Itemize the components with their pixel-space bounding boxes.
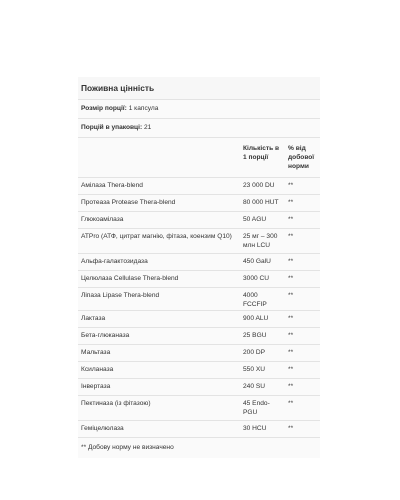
ingredient-amount: 23 000 DU: [240, 178, 285, 195]
table-row: [78, 396, 320, 421]
ingredient-amount: 550 XU: [240, 362, 285, 379]
ingredient-daily-value: **: [285, 379, 320, 396]
table-row: [78, 212, 320, 229]
ingredient-daily-value: **: [285, 345, 320, 362]
ingredient-amount: 3000 CU: [240, 271, 285, 288]
table-row: [78, 328, 320, 345]
ingredient-daily-value: **: [285, 288, 320, 311]
ingredient-amount: 30 HCU: [240, 421, 285, 438]
ingredient-daily-value: **: [285, 229, 320, 254]
ingredient-amount: 900 ALU: [240, 311, 285, 328]
ingredient-daily-value: **: [285, 271, 320, 288]
ingredient-name: Мальтаза: [78, 345, 240, 362]
ingredient-amount: 25 BGU: [240, 328, 285, 345]
ingredient-name: Целюлаза Cellulase Thera-blend: [78, 271, 240, 288]
ingredient-amount: 240 SU: [240, 379, 285, 396]
nutrition-facts-panel: [78, 77, 320, 458]
table-row: [78, 288, 320, 311]
ingredient-name: Амілаза Thera-blend: [78, 178, 240, 195]
ingredient-daily-value: **: [285, 311, 320, 328]
ingredient-name: Ксиланаза: [78, 362, 240, 379]
ingredient-name: Альфа-галактозидаза: [78, 254, 240, 271]
ingredient-amount: 25 мг – 300 млн LCU: [240, 229, 285, 254]
table-row: [78, 271, 320, 288]
ingredient-amount: 80 000 HUT: [240, 195, 285, 212]
table-row: [78, 362, 320, 379]
ingredient-amount: 50 AGU: [240, 212, 285, 229]
ingredient-amount: 4000 FCCFIP: [240, 288, 285, 311]
ingredient-name: Протеаза Protease Thera-blend: [78, 195, 240, 212]
servings-per-container-value: 21: [144, 124, 152, 131]
header-daily-value: % від добової норми: [285, 138, 320, 178]
ingredient-daily-value: **: [285, 396, 320, 421]
ingredient-name: Пектиназа (із фітазою): [78, 396, 240, 421]
header-name-cell: [78, 138, 240, 178]
ingredient-amount: 450 GalU: [240, 254, 285, 271]
ingredient-name: Інвертаза: [78, 379, 240, 396]
table-row: [78, 421, 320, 438]
table-row: [78, 311, 320, 328]
table-row: [78, 195, 320, 212]
ingredient-name: Геміцелюлаза: [78, 421, 240, 438]
ingredient-daily-value: **: [285, 212, 320, 229]
panel-title: Поживна цінність: [78, 77, 320, 100]
ingredient-daily-value: **: [285, 421, 320, 438]
table-row: [78, 379, 320, 396]
ingredient-amount: 200 DP: [240, 345, 285, 362]
header-amount: Кількість в 1 порції: [240, 138, 285, 178]
ingredient-name: ATPro (АТФ, цитрат магнію, фітаза, коензим Q10): [78, 229, 240, 254]
table-row: [78, 254, 320, 271]
ingredient-daily-value: **: [285, 328, 320, 345]
servings-per-container-row: [78, 119, 320, 138]
serving-size-value: 1 капсула: [128, 105, 159, 112]
table-row: [78, 178, 320, 195]
ingredient-amount: 45 Endo-PGU: [240, 396, 285, 421]
ingredient-daily-value: **: [285, 254, 320, 271]
ingredient-name: Бета-глюканаза: [78, 328, 240, 345]
ingredient-daily-value: **: [285, 195, 320, 212]
table-row: [78, 345, 320, 362]
ingredient-daily-value: **: [285, 362, 320, 379]
table-header-row: [78, 138, 320, 178]
serving-size-label: Розмір порції:: [81, 105, 127, 112]
ingredient-name: Ліпаза Lipase Thera-blend: [78, 288, 240, 311]
servings-per-container-label: Порцій в упаковці:: [81, 124, 143, 131]
ingredient-name: Лактаза: [78, 311, 240, 328]
serving-size-row: [78, 100, 320, 119]
table-row: [78, 229, 320, 254]
ingredient-name: Глюкоамілаза: [78, 212, 240, 229]
footnote: ** Добову норму не визначено: [78, 438, 320, 458]
ingredient-daily-value: **: [285, 178, 320, 195]
nutrition-table: [78, 138, 320, 438]
